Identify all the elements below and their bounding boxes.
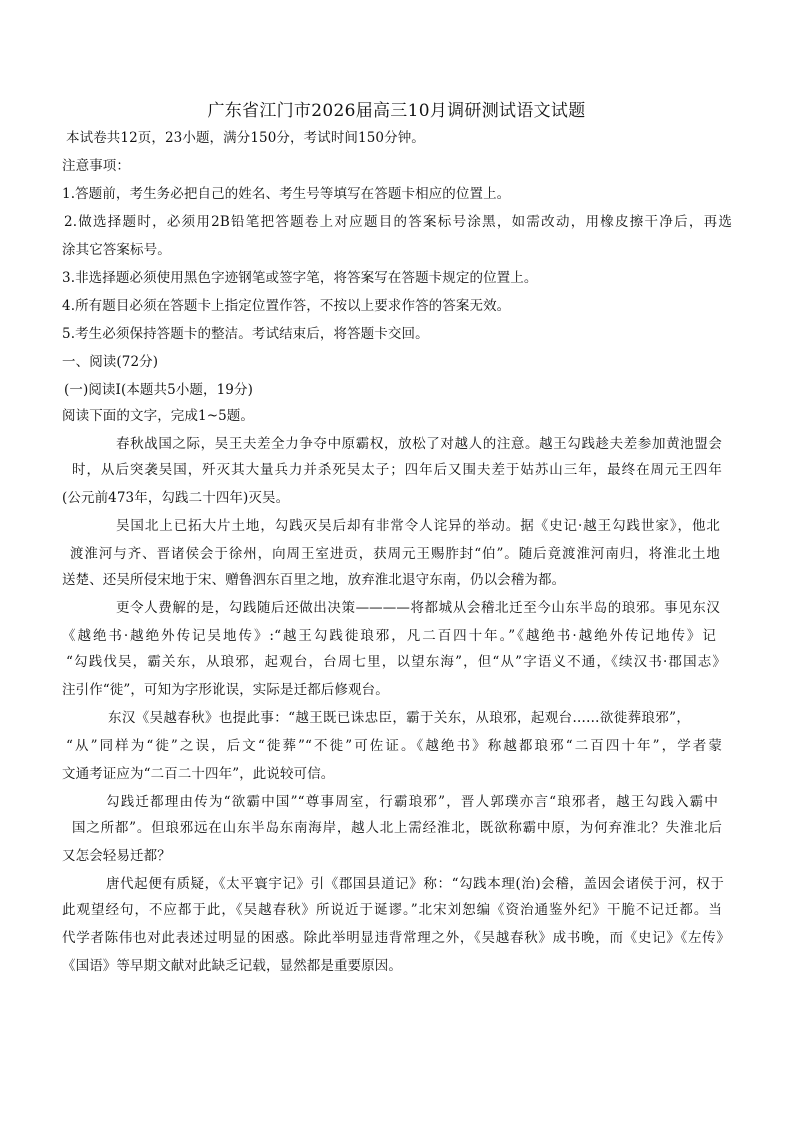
- passage-line: 更令人费解的是，勾践随后还做出决策————将都城从会稽北迁至今山东半岛的琅邪。事见东汉: [116, 600, 720, 616]
- passage-line: 代学者陈伟也对此表述过明显的困惑。除此举明显违背常理之外，《吴越春秋》成书晚，而《史记》《左传》: [62, 930, 730, 946]
- passage-line: 吴国北上已拓大片土地，勾践灭吴后却有非常令人诧异的举动。据《史记·越王勾践世家》，他北: [116, 518, 720, 534]
- reading-instruction: 阅读下面的文字，完成1~5题。: [62, 408, 254, 424]
- passage-line: “勾践伐吴，霸关东，从琅邪，起观台，台周七里，以望东海”，但“从”字语义不通，《续汉书·郡国志》: [66, 654, 726, 670]
- passage-line: 国之所都”。但琅邪远在山东半岛东南海岸，越人北上需经淮北，既欲称霸中原，为何弃淮北？失淮北后: [72, 820, 722, 836]
- passage-line: 时，从后突袭吴国，歼灭其大量兵力并杀死吴太子；四年后又围夫差于姑苏山三年，最终在周元王四年: [72, 462, 722, 478]
- passage-line: 此观望经句，不应都于此，《吴越春秋》所说近于诞谬。”北宋刘恕编《资治通鉴外纪》干脆不记迁都。当: [62, 902, 722, 918]
- section-heading: 一、阅读(72分): [62, 354, 159, 370]
- notice-item: 4.所有题目必须在答题卡上指定位置作答，不按以上要求作答的答案无效。: [62, 298, 511, 314]
- notice-item: 2.做选择题时，必须用2B铅笔把答题卷上对应题目的答案标号涂黑，如需改动，用橡皮擦干净后，再选: [64, 214, 732, 230]
- subsection-heading: (一)阅读Ⅰ(本题共5小题，19分): [64, 382, 253, 398]
- passage-line: 送楚、还吴所侵宋地于宋、赠鲁泗东百里之地，放弃淮北退守东南，仍以会稽为都。: [62, 572, 566, 588]
- notice-heading: 注意事项：: [62, 158, 130, 174]
- passage-line: 文通考证应为“二百二十四年”，此说较可信。: [62, 766, 335, 782]
- passage-line: 勾践迁都理由传为“欲霸中国”“尊事周室，行霸琅邪”，晋人郭璞亦言“琅邪者，越王勾践入霸中: [106, 794, 718, 810]
- intro-text: 本试卷共12页，23小题，满分150分，考试时间150分钟。: [66, 130, 425, 146]
- passage-line: 《越绝书·越绝外传记吴地传》:“越王勾践徙琅邪，凡二百四十年。”《越绝书·越绝外传记地传》记: [62, 628, 716, 644]
- passage-line: 注引作“徙”，可知为字形讹误，实际是迁都后修观台。: [62, 682, 389, 698]
- passage-line: 《国语》等早期文献对此缺乏记载，显然都是重要原因。: [62, 958, 402, 974]
- notice-item: 5.考生必须保持答题卡的整洁。考试结束后，将答题卡交回。: [62, 326, 429, 342]
- passage-line: 又怎会轻易迁都？: [62, 848, 171, 864]
- page-title: 广东省江门市2026届高三10月调研测试语文试题: [207, 101, 586, 121]
- notice-item-continued: 涂其它答案标号。: [62, 242, 171, 258]
- notice-item: 1.答题前，考生务必把自己的姓名、考生号等填写在答题卡相应的位置上。: [62, 186, 511, 202]
- passage-line: “从”同样为“徙”之误，后文“徙葬”“不徙”可佐证。《越绝书》称越都琅邪“二百四十年”，学者蒙: [66, 738, 722, 754]
- passage-line: 唐代起便有质疑，《太平寰宇记》引《郡国县道记》称：“勾践本理(治)会稽，盖因会诸侯于河，权于: [106, 876, 724, 892]
- passage-line: 东汉《吴越春秋》也提此事：“越王既已诛忠臣，霸于关东，从琅邪，起观台……欲徙葬琅邪”，: [108, 710, 690, 726]
- notice-item: 3.非选择题必须使用黑色字迹钢笔或签字笔，将答案写在答题卡规定的位置上。: [62, 270, 538, 286]
- passage-line: 春秋战国之际，吴王夫差全力争夺中原霸权，放松了对越人的注意。越王勾践趁夫差参加黄池盟会: [116, 436, 722, 452]
- passage-line: (公元前473年，勾践二十四年)灭吴。: [62, 490, 290, 506]
- passage-line: 渡淮河与齐、晋诸侯会于徐州，向周王室进贡，获周元王赐胙封“伯”。随后竟渡淮河南归，将淮北土地: [70, 546, 720, 562]
